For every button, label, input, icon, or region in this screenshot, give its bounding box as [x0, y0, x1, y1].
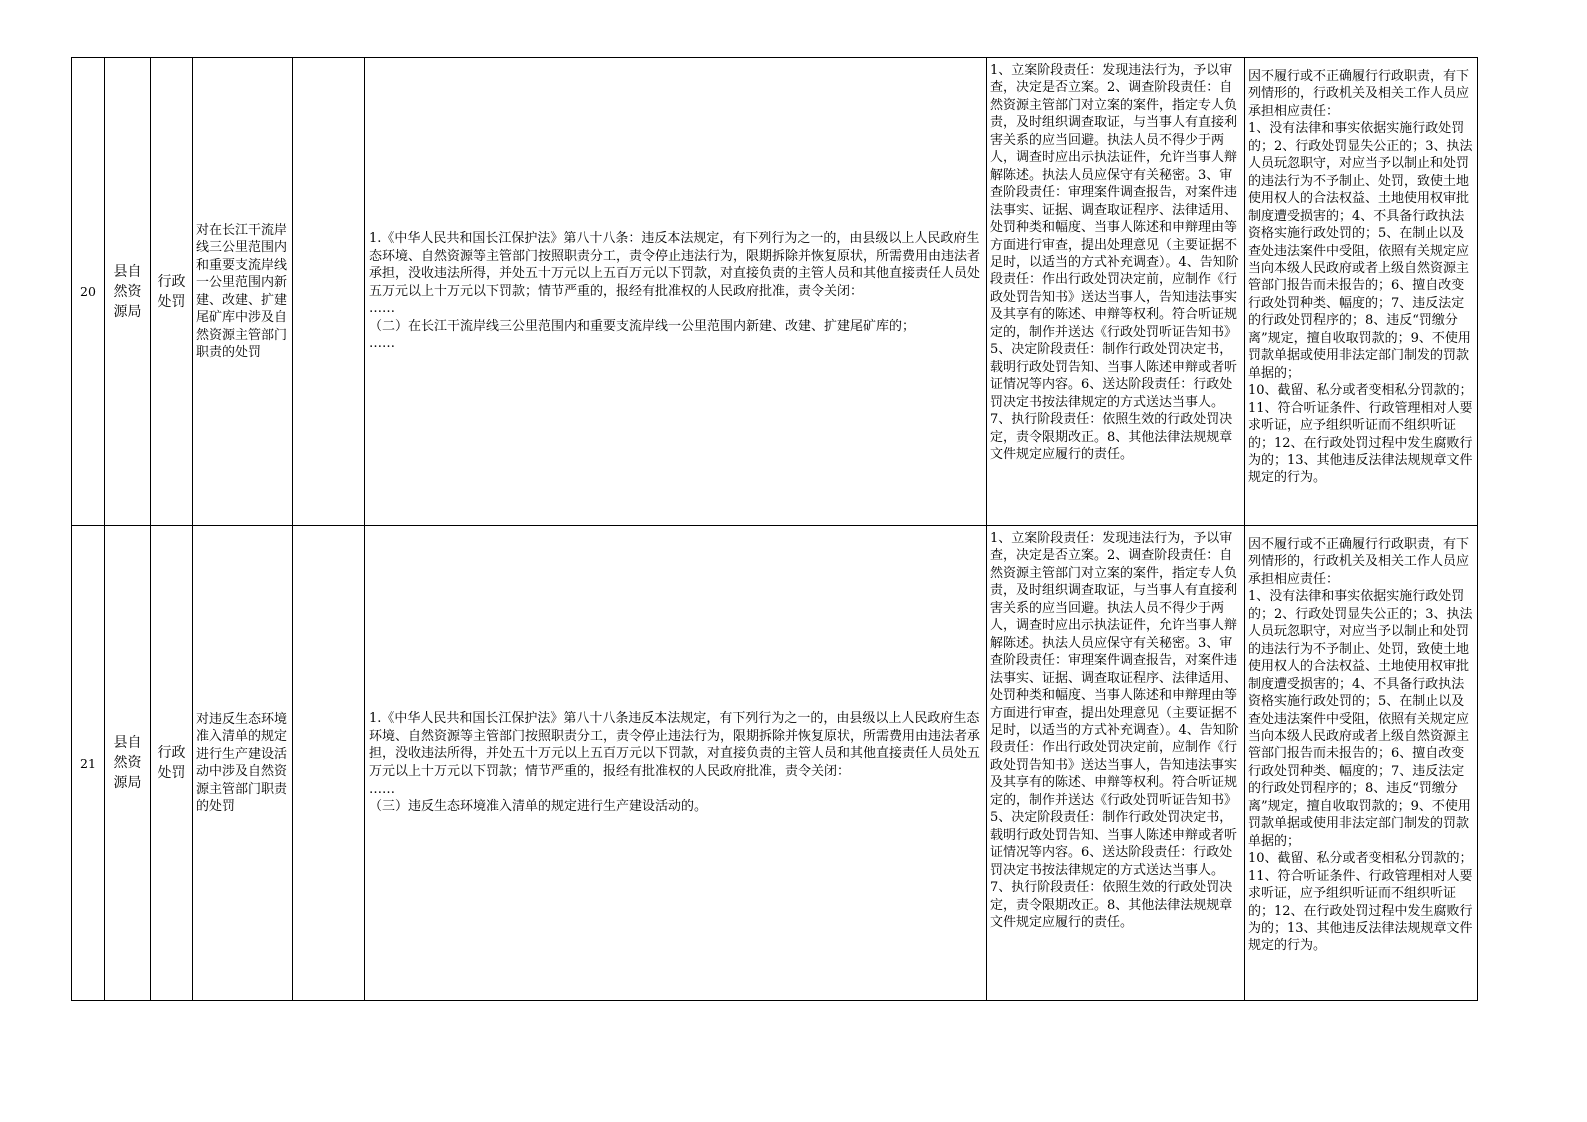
- legal-basis-cell: [365, 526, 987, 1001]
- accountability-text: 因不履行或不正确履行行政职责，有下列情形的，行政机关及相关工作人员应承担相应责任： 1、没有法律和事实依据实施行政处罚的；2、行政处罚显失公正的；3、执法人员玩忽职守，对应当予以制止和处罚的违法行为不予制止、处罚，致使土地使用权人的合法权益、土地使用权审批制度遭受损害的；4、不具备行政执法资格实施行政处罚的；5、在制止以及查处违法案件中受阻，依照有关规定应当向本级人民政府或者上级自然资源主管部门报告而未报告的；6、擅自改变行政处罚种类、幅度的；7、违反法定的行政处罚程序的；8、违反“罚缴分离”规定，擅自收取罚款的；9、不使用罚款单据或使用非法定部门制发的罚款单据的； 10、截留、私分或者变相私分罚款的；11、符合听证条件、行政管理相对人要求听证，应予组织听证而不组织听证的；12、在行政处罚过程中发生腐败行为的；13、其他违反法律法规规章文件规定的行为。: [1248, 537, 1473, 954]
- table-row: [72, 58, 1478, 526]
- power-list-table: [71, 57, 1478, 1001]
- accountability-cell: [1245, 58, 1478, 526]
- responsibility-text: 1、立案阶段责任：发现违法行为，予以审查，决定是否立案。2、调查阶段责任：自然资源主管部门对立案的案件，指定专人负责，及时组织调查取证，与当事人有直接利害关系的应当回避。执法人员不得少于两人，调查时应出示执法证件，允许当事人辩解陈述。执法人员应保守有关秘密。3、审查阶段责任：审理案件调查报告，对案件违法事实、证据、调查取证程序、法律适用、处罚种类和幅度、当事人陈述和申辩理由等方面进行审查，提出处理意见（主要证据不足时，以适当的方式补充调查）。4、告知阶段责任：作出行政处罚决定前，应制作《行政处罚告知书》送达当事人，告知违法事实及其享有的陈述、申辩等权利。符合听证规定的，制作并送达《行政处罚听证告知书》5、决定阶段责任：制作行政处罚决定书，载明行政处罚告知、当事人陈述申辩或者听证情况等内容。6、送达阶段责任：行政处罚决定书按法律规定的方式送达当事人。7、执行阶段责任：依照生效的行政处罚决定，责令限期改正。8、其他法律法规规章文件规定应履行的责任。: [990, 63, 1239, 462]
- item-code-cell: [293, 58, 365, 526]
- department-cell: 县自然资源局: [105, 526, 151, 1001]
- power-type-cell: 行政处罚: [151, 58, 193, 526]
- power-type-cell: 行政处罚: [151, 526, 193, 1001]
- legal-basis-text: 1.《中华人民共和国长江保护法》第八十八条违反本法规定，有下列行为之一的，由县级以上人民政府生态环境、自然资源等主管部门按照职责分工，责令停止违法行为，限期拆除并恢复原状，所需费用由违法者承担，没收违法所得，并处五十万元以上五百万元以下罚款，对直接负责的主管人员和其他直接责任人员处五万元以上十万元以下罚款；情节严重的，报经有批准权的人民政府批准，责令关闭： …… （三）违反生态环境准入清单的规定进行生产建设活动的。: [369, 711, 981, 815]
- table-row: [72, 526, 1478, 1001]
- legal-basis-text: 1.《中华人民共和国长江保护法》第八十八条：违反本法规定，有下列行为之一的，由县级以上人民政府生态环境、自然资源等主管部门按照职责分工，责令停止违法行为，限期拆除并恢复原状，所需费用由违法者承担，没收违法所得，并处五十万元以上五百万元以下罚款，对直接负责的主管人员和其他直接责任人员处五万元以上十万元以下罚款；情节严重的，报经有批准权的人民政府批准，责令关闭： …… （二）在长江干流岸线三公里范围内和重要支流岸线一公里范围内新建、改建、扩建尾矿库的； ……: [369, 230, 981, 352]
- responsibility-cell: [987, 526, 1245, 1001]
- accountability-text: 因不履行或不正确履行行政职责，有下列情形的，行政机关及相关工作人员应承担相应责任： 1、没有法律和事实依据实施行政处罚的；2、行政处罚显失公正的；3、执法人员玩忽职守，对应当予以制止和处罚的违法行为不予制止、处罚，致使土地使用权人的合法权益、土地使用权审批制度遭受损害的；4、不具备行政执法资格实施行政处罚的；5、在制止以及查处违法案件中受阻，依照有关规定应当向本级人民政府或者上级自然资源主管部门报告而未报告的；6、擅自改变行政处罚种类、幅度的；7、违反法定的行政处罚程序的；8、违反“罚缴分离”规定，擅自收取罚款的；9、不使用罚款单据或使用非法定部门制发的罚款单据的； 10、截留、私分或者变相私分罚款的；11、符合听证条件、行政管理相对人要求听证，应予组织听证而不组织听证的；12、在行政处罚过程中发生腐败行为的；13、其他违反法律法规规章文件规定的行为。: [1248, 69, 1473, 486]
- row-number: 20: [72, 58, 105, 526]
- responsibility-text: 1、立案阶段责任：发现违法行为，予以审查，决定是否立案。2、调查阶段责任：自然资源主管部门对立案的案件，指定专人负责，及时组织调查取证，与当事人有直接利害关系的应当回避。执法人员不得少于两人，调查时应出示执法证件，允许当事人辩解陈述。执法人员应保守有关秘密。3、审查阶段责任：审理案件调查报告，对案件违法事实、证据、调查取证程序、法律适用、处罚种类和幅度、当事人陈述和申辩理由等方面进行审查，提出处理意见（主要证据不足时，以适当的方式补充调查）。4、告知阶段责任：作出行政处罚决定前，应制作《行政处罚告知书》送达当事人，告知违法事实及其享有的陈述、申辩等权利。符合听证规定的，制作并送达《行政处罚听证告知书》5、决定阶段责任：制作行政处罚决定书，载明行政处罚告知、当事人陈述申辩或者听证情况等内容。6、送达阶段责任：行政处罚决定书按法律规定的方式送达当事人。7、执行阶段责任：依照生效的行政处罚决定，责令限期改正。8、其他法律法规规章文件规定应履行的责任。: [990, 531, 1239, 930]
- item-name-cell: 对在长江干流岸线三公里范围内和重要支流岸线一公里范围内新建、改建、扩建尾矿库中涉及自然资源主管部门职责的处罚: [193, 58, 293, 526]
- item-name-cell: 对违反生态环境准入清单的规定进行生产建设活动中涉及自然资源主管部门职责的处罚: [193, 526, 293, 1001]
- row-number: 21: [72, 526, 105, 1001]
- department-cell: 县自然资源局: [105, 58, 151, 526]
- responsibility-cell: [987, 58, 1245, 526]
- accountability-cell: [1245, 526, 1478, 1001]
- legal-basis-cell: [365, 58, 987, 526]
- item-code-cell: [293, 526, 365, 1001]
